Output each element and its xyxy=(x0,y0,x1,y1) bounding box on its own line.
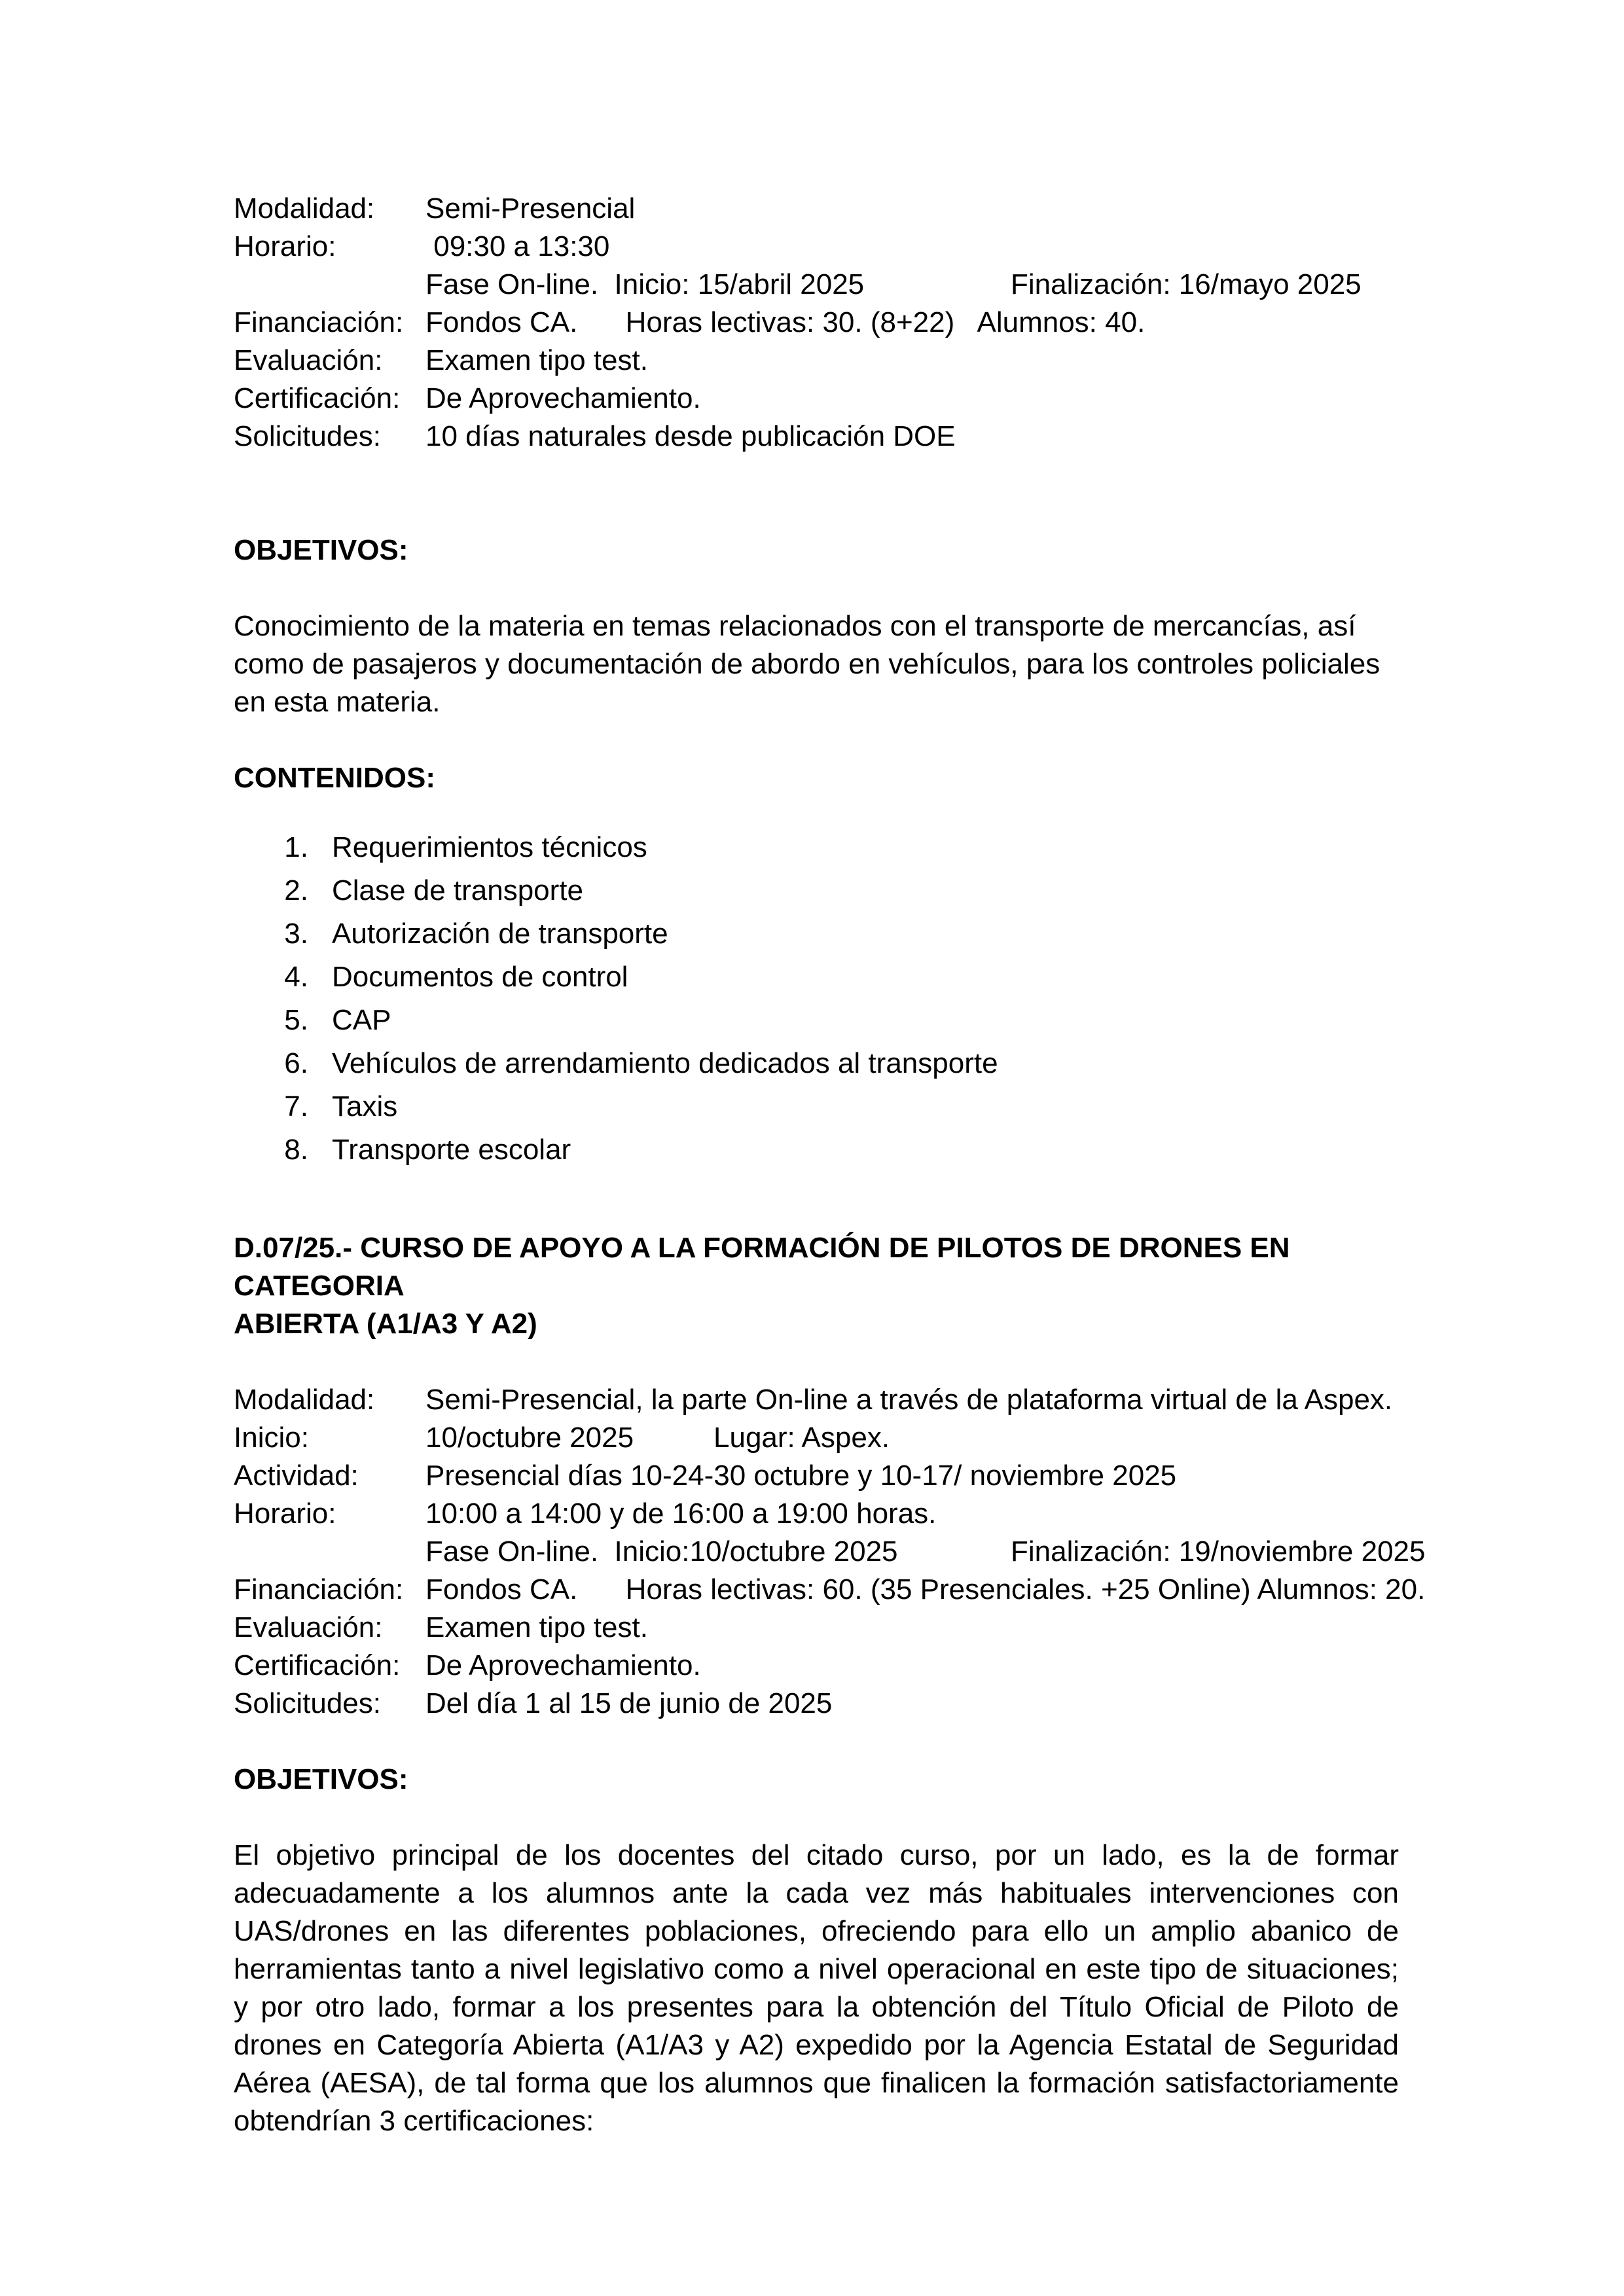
field-label: Solicitudes: xyxy=(234,1687,382,1719)
field-row xyxy=(234,1457,1399,1495)
objectives-heading: OBJETIVOS: xyxy=(234,534,408,566)
field-label: Evaluación: xyxy=(234,344,383,376)
field-value: 10:00 a 14:00 y de 16:00 a 19:00 horas. xyxy=(425,1498,937,1530)
list-item xyxy=(234,1128,1399,1172)
list-text: Vehículos de arrendamiento dedicados al transporte xyxy=(332,1047,998,1079)
field-row xyxy=(234,342,1399,380)
list-number: 2. xyxy=(284,874,308,906)
list-item xyxy=(234,869,1399,912)
objectives-text: El objetivo principal de los docentes del citado curso, por un lado, es la de formar adecuadamente a los alumnos ante la cada vez más habituales intervenciones con UAS/drones en las diferentes poblaciones, ofreciendo para ello un amplio abanico de herramientas tanto a nivel legislativo como a nivel operacional en este tipo de situaciones; y por otro lado, formar a los presentes para la obtención del Título Oficial de Piloto de drones en Categoría Abierta (A1/A3 y A2) expedido por la Agencia Estatal de Seguridad Aérea (AESA), de tal forma que los alumnos que finalicen la formación satisfactoriamente obtendrían 3 certificaciones: xyxy=(234,1839,1399,2137)
list-item xyxy=(234,999,1399,1042)
contents-heading: CONTENIDOS: xyxy=(234,762,435,794)
field-row xyxy=(234,1571,1426,1609)
phase-row xyxy=(234,1533,1426,1571)
field-value: Examen tipo test. xyxy=(425,344,648,376)
field-value: Fondos CA. Horas lectivas: 60. (35 Presenciales. +25 Online) Alumnos: 20. xyxy=(425,1573,1426,1605)
field-value: Semi-Presencial xyxy=(425,192,636,224)
list-text: Autorización de transporte xyxy=(332,918,668,950)
list-item xyxy=(234,1085,1399,1128)
list-item xyxy=(234,912,1399,956)
field-label: Horario: xyxy=(234,230,336,262)
course-title-line2: ABIERTA (A1/A3 Y A2) xyxy=(234,1308,537,1340)
field-label: Financiación: xyxy=(234,1573,404,1605)
phase-row xyxy=(234,266,1399,304)
list-number: 5. xyxy=(284,1004,308,1036)
field-value: 10 días naturales desde publicación DOE xyxy=(425,420,956,452)
field-label: Financiación: xyxy=(234,306,404,338)
field-value: Del día 1 al 15 de junio de 2025 xyxy=(425,1687,833,1719)
field-label: Certificación: xyxy=(234,1649,401,1681)
field-row xyxy=(234,1419,1399,1457)
field-row xyxy=(234,1495,1399,1533)
field-row xyxy=(234,1609,1399,1647)
list-text: Transporte escolar xyxy=(332,1134,571,1166)
field-value: De Aprovechamiento. xyxy=(425,382,701,414)
objectives-text: Conocimiento de la materia en temas relacionados con el transporte de mercancías, así como de pasajeros y documentación de abordo en vehículos, para los controles policiales en esta materia. xyxy=(234,610,1380,718)
contents-list xyxy=(234,826,1399,1172)
field-row xyxy=(234,228,1399,266)
field-label: Actividad: xyxy=(234,1460,359,1492)
field-label: Solicitudes: xyxy=(234,420,382,452)
field-label: Inicio: xyxy=(234,1422,309,1454)
list-text: Clase de transporte xyxy=(332,874,583,906)
course-title xyxy=(234,1229,1399,1343)
list-text: CAP xyxy=(332,1004,391,1036)
field-value: Semi-Presencial, la parte On-line a través de plataforma virtual de la Aspex. xyxy=(425,1384,1393,1416)
field-row xyxy=(234,380,1399,418)
phase-end: Finalización: 19/noviembre 2025 xyxy=(1011,1535,1426,1568)
field-label: Modalidad: xyxy=(234,1384,375,1416)
phase-start: Fase On-line. Inicio:10/octubre 2025 xyxy=(425,1535,898,1568)
list-text: Documentos de control xyxy=(332,961,628,993)
list-item xyxy=(234,826,1399,869)
field-value: Fondos CA. Horas lectivas: 30. (8+22) Alumnos: 40. xyxy=(425,306,1146,338)
field-row xyxy=(234,1381,1399,1419)
field-label: Modalidad: xyxy=(234,192,375,224)
list-text: Taxis xyxy=(332,1090,398,1122)
list-number: 3. xyxy=(284,918,308,950)
field-label: Certificación: xyxy=(234,382,401,414)
field-value: De Aprovechamiento. xyxy=(425,1649,701,1681)
field-value: 10/octubre 2025 xyxy=(425,1422,634,1454)
list-number: 1. xyxy=(284,831,308,863)
course-title-line1: D.07/25.- CURSO DE APOYO A LA FORMACIÓN DE PILOTOS DE DRONES EN CATEGORIA xyxy=(234,1232,1290,1302)
field-label: Horario: xyxy=(234,1498,336,1530)
field-value: 09:30 a 13:30 xyxy=(425,230,610,262)
list-number: 4. xyxy=(284,961,308,993)
document-page xyxy=(234,190,1426,2140)
course2-details xyxy=(234,1381,1426,1723)
list-number: 6. xyxy=(284,1047,308,1079)
phase-start: Fase On-line. Inicio: 15/abril 2025 xyxy=(425,268,865,300)
field-label: Evaluación: xyxy=(234,1611,383,1643)
field-row xyxy=(234,304,1399,342)
field-row xyxy=(234,418,1399,456)
list-text: Requerimientos técnicos xyxy=(332,831,647,863)
list-number: 7. xyxy=(284,1090,308,1122)
field-row xyxy=(234,1647,1399,1685)
course1-details xyxy=(234,190,1399,456)
list-item xyxy=(234,1042,1399,1085)
list-item xyxy=(234,956,1399,999)
field-value: Examen tipo test. xyxy=(425,1611,648,1643)
field-row xyxy=(234,1685,1399,1723)
objectives-heading: OBJETIVOS: xyxy=(234,1763,408,1795)
field-value: Presencial días 10-24-30 octubre y 10-17/ noviembre 2025 xyxy=(425,1460,1177,1492)
field-extra: Lugar: Aspex. xyxy=(713,1422,890,1454)
list-number: 8. xyxy=(284,1134,308,1166)
phase-end: Finalización: 16/mayo 2025 xyxy=(1011,268,1362,300)
field-row xyxy=(234,190,1399,228)
